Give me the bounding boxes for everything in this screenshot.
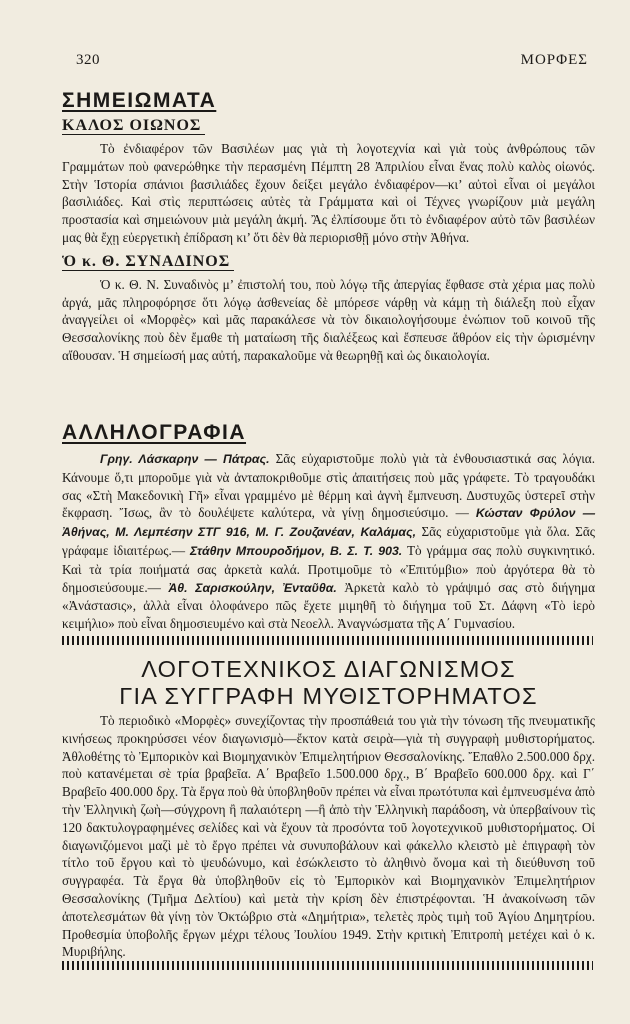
correspondence-text xyxy=(62,450,595,633)
note-title-kalos-oionos: ΚΑΛΟΣ ΟΙΩΝΟΣ xyxy=(62,116,595,136)
correspondent-name: Γρηγ. Λάσκαρην — Πάτρας. xyxy=(100,452,270,466)
divider-rule xyxy=(62,636,593,645)
correspondent-name: Ἀθ. Σαρισκούλην, Ἐνταῦθα. xyxy=(168,580,337,595)
running-head: ΜΟΡΦΕΣ xyxy=(520,52,588,68)
reply-text: Σᾶς εὐχαριστοῦμε γιὰ ὅλα. Σᾶς γράφαμε ἰδιαιτέρως.— xyxy=(62,524,595,558)
correspondence-heading: ΑΛΛΗΛΟΓΡΑΦΙΑ xyxy=(62,421,247,444)
notes-section xyxy=(62,88,595,365)
page-number: 320 xyxy=(76,52,100,68)
contest-section xyxy=(62,712,595,961)
divider-rule xyxy=(62,961,593,970)
notes-heading: ΣΗΜΕΙΩΜΑΤΑ xyxy=(62,89,217,112)
note-text-synadinos: Ὁ κ. Θ. Ν. Συναδινὸς μ’ ἐπιστολή του, ποὺ λόγῳ τῆς ἀπεργίας ἔφθασε στὰ χέρια μας πολὺ ἀργά, μᾶς πληροφόρησε ὅτι λόγῳ ἀσθενείας δὲ μπόρεσε νάρθῃ νὰ κάμῃ τὴ διάλεξη ποὺ εἶχαν ἀναγγείλει οἱ «Μορφὲς» καὶ μᾶς παρακάλεσε νὰ τὸν δικαιολογήσουμε ἐνώπιον τοῦ κοινοῦ τῆς Θεσσαλονίκης ποὺ δὲν ἔμαθε τὴ ματαίωση τῆς διαλέξεως καὶ ἔσπευσε ἄθρόον εἰς τὴν ὡρισμένην αἴθουσαν. Ἡ σημείωσή μας αὐτή, παρακαλοῦμε νὰ θεωρηθῇ καὶ ὡς δικαιολογία. xyxy=(62,276,595,363)
page-header xyxy=(76,52,588,74)
reply-text: Σᾶς εὐχαριστοῦμε πολὺ γιὰ τὰ ἐνθουσιαστικά σας λόγια. Κάνουμε ὅ,τι μποροῦμε γιὰ νὰ ἀνταποκριθοῦμε στὶς ἀπαιτήσεις ποὺ μᾶς γράφετε. Τὸ τραγουδάκι σας «Στὴ Μακεδονικὴ Γῆ» εἶναι γραμμένο μὲ θέρμη καὶ ἁγνὴ ἔμπνευση. Δυστυχῶς ὑστερεῖ στὴν ἔκφραση. Ἴσως, ἂν τὸ δουλέψετε καλύτερα, νὰ γίνῃ δημοσιεύσιμο. — xyxy=(62,451,595,521)
reply-text: Ἀρκετὰ καλὸ τὸ γράψιμό σας στὸ διήγημα «Ἀνάστασις», ἀλλὰ εἶναι ὁλοφάνερο πῶς ἔχετε μιμηθῆ τὸ διήγημα τοῦ Στ. Δάφνη «Τὸ ἱερὸ κειμήλιο» ποὺ εἶναι δημοσιευμένο καὶ στὰ Νεοελλ. Ἀναγνώσματα τῆς Α΄ Γυμνασίου. xyxy=(62,579,595,632)
correspondent-name: Στάθην Μπουροδήμον, Β. Σ. Τ. 903. xyxy=(190,543,403,558)
reply-text: Τὸ γράμμα σας πολὺ συγκινητικό. Καὶ τὰ τρία ποιήματά σας ἀρκετὰ καλά. Προτιμοῦμε τὸ «Ἐπιτύμβιο» ποὺ ἀργότερα θὰ τὸ δημοσιεύσουμε.— xyxy=(62,542,595,595)
correspondent-name: Κώσταν Φρύλον — Ἀθήνας, Μ. Λεμπέσην ΣΤΓ 916, Μ. Γ. Ζουζανέαν, Καλάμας, xyxy=(62,506,595,540)
note-title-synadinos: Ὁ κ. Θ. ΣΥΝΑΔΙΝΟΣ xyxy=(62,252,595,272)
contest-text: Τὸ περιοδικὸ «Μορφὲς» συνεχίζοντας τὴν προσπάθειά του γιὰ τὴν τόνωση τῆς πνευματικῆς κινήσεως προκηρύσσει νέον διαγωνισμὸ—ἔκτον κατὰ σειρὰ—γιὰ τὴ συγγραφὴ μυθιστορήματος. Ἀθλοθέτης τὸ Ἐμπορικὸν καὶ Βιομηχανικὸν Ἐπιμελητήριον Θεσσαλονίκης. Ἔπαθλο 2.500.000 δρχ. ποὺ κατανέμεται σὲ τρία βραβεῖα. Α΄ Βραβεῖο 1.500.000 δρχ., Β΄ Βραβεῖο 600.000 δρχ. καὶ Γ΄ Βραβεῖο 400.000 δρχ. Τὰ ἔργα ποὺ θὰ ὑποβληθοῦν πρέπει νὰ εἶναι πρωτότυπα καὶ ἐμπνευσμένα ἀπὸ τὴν Ἑλληνικὴ ζωὴ—σύγχρονη ἢ παλαιότερη —ἢ ἀπὸ τὴν Ἑλληνικὴ παράδοση, νὰ ὑπερβαίνουν τὶς 120 δακτυλογραφημένες σελίδες καὶ νὰ ἔχουν τὰ προσόντα τοῦ λογοτεχνικοῦ μυθιστορήματος. Οἱ διαγωνιζόμενοι μαζὶ μὲ τὸ ἔργο πρέπει νὰ συνυποβάλουν καὶ φάκελλο κλειστὸ μὲ ἐπιγραφὴ τὸν τίτλο τοῦ ἔργου καὶ τὸ ψευδώνυμο, καὶ ἐσώκλειστο τὸ ἀληθινὸ ὄνομα καὶ τὴ διεύθυνση τοῦ συγγραφέα. Τὰ ἔργα θὰ ὑποβληθοῦν εἰς τὸ Ἐμπορικὸν καὶ Βιομηχανικὸν Ἐπιμελητήριον Θεσσαλονίκης (Τμῆμα Δελτίου) καὶ μετὰ τὴν κρίση δὲν ἐπιστρέφονται. Ἡ ἀνακοίνωση τῶν ἀποτελεσμάτων θὰ γίνῃ τὸν Ὀκτώβριο στὰ «Δημήτρια», τελετὲς πρὸς τιμὴ τοῦ Ἁγίου Δημητρίου. Προθεσμία ὑποβολῆς ἔργων μέχρι τέλους Ἰουλίου 1949. Στὴν κριτικὴ Ἐπιτροπὴ μετέχει καὶ ὁ κ. Μυριβήλης. xyxy=(62,713,595,960)
note-text-kalos-oionos: Τὸ ἐνδιαφέρον τῶν Βασιλέων μας γιὰ τὴ λογοτεχνία καὶ γιὰ τοὺς ἀνθρώπους τῶν Γραμμάτων ποὺ φανερώθηκε τὴν περασμένη Πέμπτη 28 Ἀπριλίου εἶναι ἕνας πολὺ καλὸς οἰωνός. Στὴν Ἱστορία σπάνιοι βασιλιάδες ἔχουν δείξει μεγάλο ἐνδιαφέρον—κι’ αὐτοὶ εἶναι οἱ μεγάλοι βασιλιάδες. Καὶ στὶς περιπτώσεις αὐτὲς τὰ Γράμματα καὶ οἱ Τέχνες γνωρίζουν μιὰ μεγάλη προστασία καὶ σημειώνουν μιὰ μεγάλη ἀκμή. Ἂς ἐλπίσουμε ὅτι τὸ ἐνδιαφέρον αὐτὸ τῶν βασιλέων μας θὰ ἔχῃ εὐεργετικὴ ἐπίδραση κι’ ὅτι δὲν θὰ περιορισθῇ μόνο στὴν Ἀθήνα. xyxy=(62,141,595,245)
contest-title: ΛΟΓΟΤΕΧΝΙΚΟΣ ΔΙΑΓΩΝΙΣΜΟΣ ΓΙΑ ΣΥΓΓΡΑΦΗ ΜΥΘΙΣΤΟΡΗΜΑΤΟΣ xyxy=(119,656,538,709)
correspondence-section xyxy=(62,420,595,633)
